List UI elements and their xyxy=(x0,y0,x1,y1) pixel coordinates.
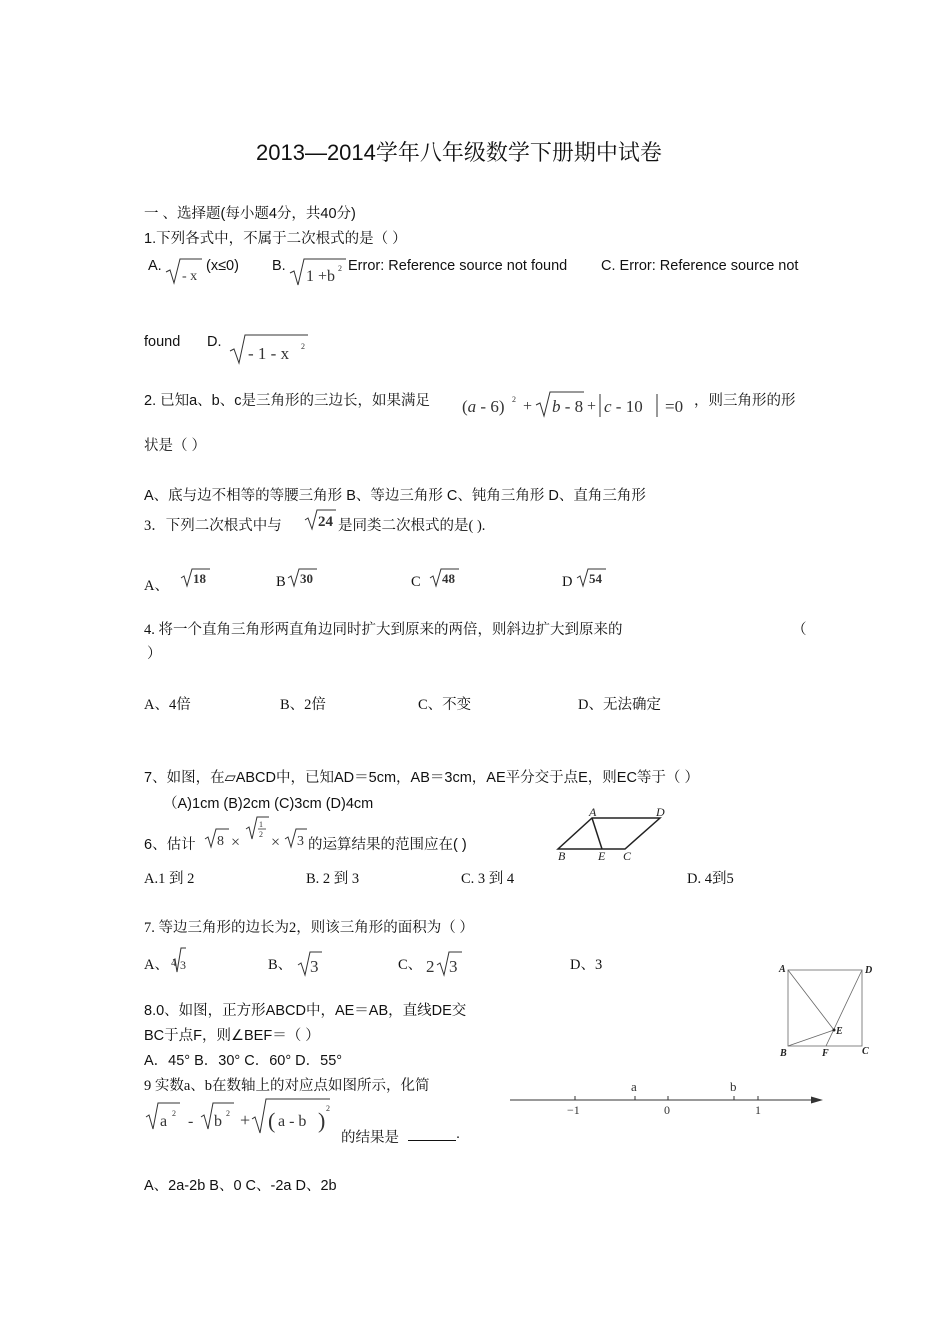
svg-text:+: + xyxy=(523,398,533,415)
q4-option-d: D、无法确定 xyxy=(578,697,661,713)
q6-option-c: C. 3 到 4 xyxy=(461,871,515,887)
svg-text:2: 2 xyxy=(301,342,305,351)
q9-expression xyxy=(144,1096,340,1138)
svg-text:3: 3 xyxy=(449,957,458,976)
q7a-stem: 7、如图，在▱ABCD中，已知AD＝5cm，AB＝3cm，AE平分交于点E，则EC等于（ ） xyxy=(144,770,699,786)
q3-stem-start: 3．下列二次根式中与 xyxy=(144,518,282,534)
q6-option-a: A.1 到 2 xyxy=(144,871,195,887)
q6-option-d: D. 4到5 xyxy=(687,871,734,887)
svg-text:48: 48 xyxy=(442,571,455,586)
svg-text:C: C xyxy=(623,849,632,863)
svg-text:18: 18 xyxy=(193,571,206,586)
q1-option-c: C. Error: Reference source not xyxy=(601,258,799,274)
q7b-option-c: C、 xyxy=(398,957,423,973)
svg-text:a: a xyxy=(631,1079,637,1094)
q3-sqrt48 xyxy=(429,567,461,589)
number-line xyxy=(505,1078,835,1120)
svg-text:24: 24 xyxy=(318,514,333,530)
q6-option-b: B. 2 到 3 xyxy=(306,871,360,887)
svg-text:(a - 6): (a - 6) xyxy=(462,397,505,416)
q1-d-sqrt xyxy=(228,332,312,366)
q7b-option-d: D、3 xyxy=(570,957,603,973)
svg-text:3: 3 xyxy=(297,834,304,849)
section-heading: 一 、选择题(每小题4分，共40分) xyxy=(144,206,356,222)
svg-text:4: 4 xyxy=(171,957,177,969)
svg-text:0: 0 xyxy=(664,1103,670,1117)
q9-options: A、2a-2b B、0 C、-2a D、2b xyxy=(144,1178,337,1194)
parallelogram-figure xyxy=(552,803,674,863)
svg-text:54: 54 xyxy=(589,571,602,586)
q2-options: A、底与边不相等的等腰三角形 B、等边三角形 C、钝角三角形 D、直角三角形 xyxy=(144,488,646,504)
q3-option-d: D xyxy=(562,574,573,590)
svg-text:+: + xyxy=(587,398,597,415)
q8-options: A．45° B．30° C．60° D．55° xyxy=(144,1053,343,1069)
svg-text:30: 30 xyxy=(300,571,313,586)
q4-stem: 4. 将一个直角三角形两直角边同时扩大到原来的两倍，则斜边扩大到原来的 xyxy=(144,622,623,638)
svg-text:2: 2 xyxy=(226,1109,230,1118)
svg-text:- x: - x xyxy=(182,269,198,284)
svg-text:8: 8 xyxy=(217,834,224,849)
q8-line1: 8.0、如图，正方形ABCD中，AE＝AB，直线DE交 xyxy=(144,1003,467,1019)
svg-text:B: B xyxy=(558,849,566,863)
svg-text:×: × xyxy=(231,834,241,851)
q2-stem-end: ，则三角形的形 xyxy=(694,393,796,409)
svg-text:E: E xyxy=(598,849,606,863)
svg-text:c - 10: c - 10 xyxy=(604,397,643,416)
svg-text:C: C xyxy=(862,1046,869,1057)
page-title: 2013—2014学年八年级数学下册期中试卷 xyxy=(256,140,662,165)
svg-text:- 1 - x: - 1 - x xyxy=(248,344,290,363)
svg-text:b: b xyxy=(214,1113,222,1130)
svg-text:a - b: a - b xyxy=(278,1113,307,1130)
q4-paren-right: ） xyxy=(147,646,162,662)
q7a-options: （A)1cm (B)2cm (C)3cm (D)4cm xyxy=(163,796,374,812)
q9-stem: 9 实数a、b在数轴上的对应点如图所示，化简 xyxy=(144,1078,430,1094)
q3-stem-end: 是同类二次根式的是( ). xyxy=(338,518,486,534)
svg-text:2: 2 xyxy=(426,957,435,976)
q7b-option-a-math xyxy=(168,944,192,976)
square-figure xyxy=(776,960,886,1060)
svg-text:(: ( xyxy=(268,1108,276,1133)
q3-sqrt18 xyxy=(180,567,212,589)
svg-text:3: 3 xyxy=(310,957,319,976)
q8-line2: BC于点F，则∠BEF＝（ ） xyxy=(144,1028,320,1044)
q6-stem-start: 6、估计 xyxy=(144,837,196,853)
q1-b-sqrt xyxy=(288,256,348,288)
svg-text:=0: =0 xyxy=(665,397,684,416)
svg-text:−1: −1 xyxy=(567,1103,580,1117)
q3-option-c: C xyxy=(411,574,421,590)
svg-text:b - 8: b - 8 xyxy=(552,397,584,416)
q2-stem-start: 2. 已知a、b、c是三角形的三边长，如果满足 xyxy=(144,393,430,409)
svg-text:): ) xyxy=(318,1108,326,1133)
q2-condition-formula xyxy=(460,390,696,420)
q1-a-sqrt xyxy=(164,256,204,286)
q1-a-cond: (x≤0) xyxy=(206,258,239,274)
q1-found: found xyxy=(144,334,181,350)
svg-text:2: 2 xyxy=(326,1104,330,1113)
svg-text:2: 2 xyxy=(338,264,342,273)
svg-text:3: 3 xyxy=(180,958,186,972)
svg-text:b: b xyxy=(730,1079,737,1094)
q3-sqrt54 xyxy=(576,567,608,589)
svg-text:1: 1 xyxy=(259,820,263,829)
svg-text:F: F xyxy=(822,1048,829,1059)
q3-option-b: B xyxy=(276,574,286,590)
q9-answer-dot: . xyxy=(456,1126,461,1142)
svg-text:2: 2 xyxy=(172,1109,176,1118)
svg-text:D: D xyxy=(865,965,873,976)
q7b-option-b-math xyxy=(296,948,326,978)
q3-option-a: A、 xyxy=(144,578,169,594)
svg-text:×: × xyxy=(271,834,281,851)
svg-text:1 +b: 1 +b xyxy=(306,268,336,285)
svg-text:D: D xyxy=(656,805,665,819)
q2-stem-cont: 状是（ ） xyxy=(144,438,207,454)
q6-stem-end: 的运算结果的范围应在( ) xyxy=(308,837,467,853)
svg-text:2: 2 xyxy=(259,830,263,839)
q1-d-label: D. xyxy=(207,334,222,350)
q4-option-a: A、4倍 xyxy=(144,697,191,713)
svg-text:1: 1 xyxy=(755,1103,761,1117)
q4-option-c: C、不变 xyxy=(418,697,472,713)
q7b-option-c-math xyxy=(424,948,466,978)
q1-a-label: A. xyxy=(148,258,162,274)
q1-stem: 1.下列各式中，不属于二次根式的是（ ） xyxy=(144,231,407,247)
q1-b-label: B. xyxy=(272,258,286,274)
q4-paren-left: （ xyxy=(792,622,807,638)
q4-option-b: B、2倍 xyxy=(280,697,326,713)
svg-text:+: + xyxy=(240,1110,251,1130)
q1-error-b: Error: Reference source not found xyxy=(348,258,568,274)
svg-text:a: a xyxy=(160,1113,168,1130)
svg-text:E: E xyxy=(836,1026,843,1037)
svg-text:-: - xyxy=(188,1113,194,1130)
q3-sqrt24 xyxy=(304,508,338,534)
svg-text:A: A xyxy=(779,964,786,975)
svg-text:B: B xyxy=(780,1048,787,1059)
q3-sqrt30 xyxy=(287,567,319,589)
q7b-stem: 7. 等边三角形的边长为2，则该三角形的面积为（ ） xyxy=(144,920,474,936)
svg-text:2: 2 xyxy=(512,395,516,404)
q9-answer-blank xyxy=(408,1140,456,1141)
q7b-option-a: A、 xyxy=(144,957,169,973)
svg-text:A: A xyxy=(589,805,597,819)
q7b-option-b: B、 xyxy=(268,957,293,973)
q9-result-text: 的结果是 xyxy=(341,1130,399,1146)
q6-expression xyxy=(203,815,309,855)
